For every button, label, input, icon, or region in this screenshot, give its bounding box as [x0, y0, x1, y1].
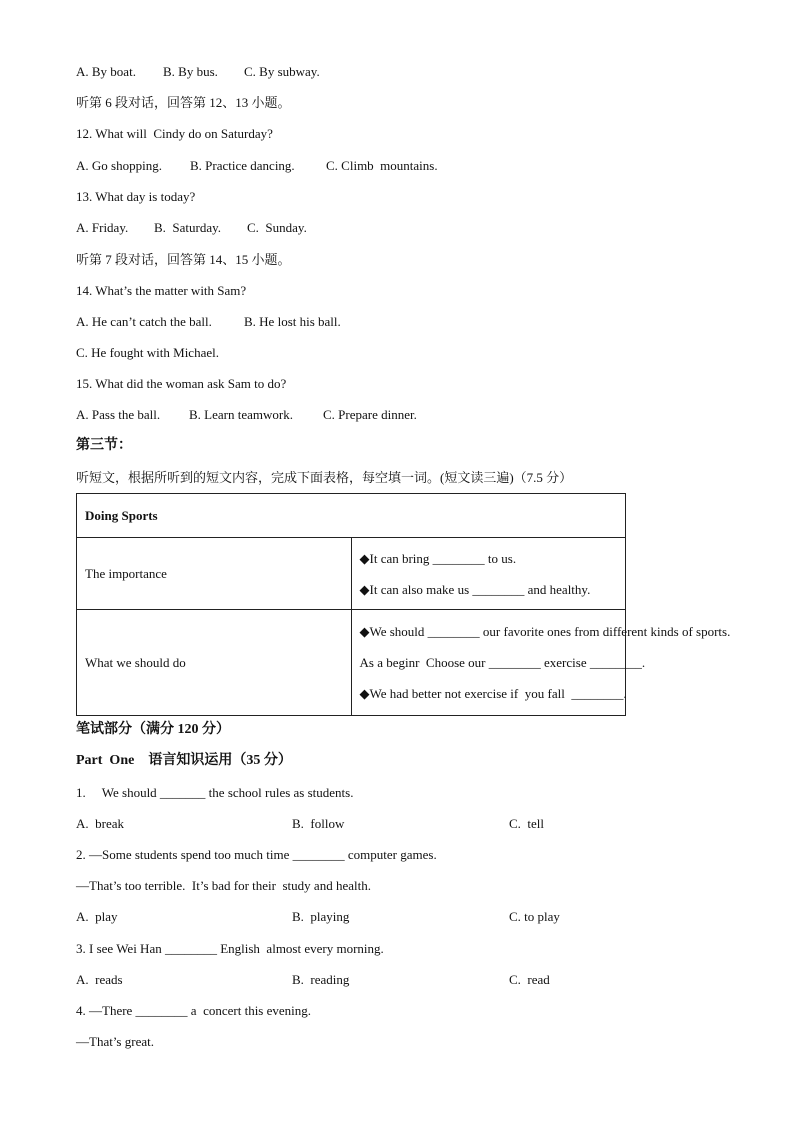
- section-3-instruction: 听短文，根据所听到的短文内容，完成下面表格，每空填一词。(短文读三遍)（7.5 分）: [76, 470, 573, 485]
- table-item: ◆We had better not exercise if you fall ________.: [359, 686, 627, 701]
- table-item: ◆We should ________ our favorite ones from different kinds of sports.: [359, 624, 731, 639]
- q11-option-a: A. By boat.: [76, 64, 136, 79]
- question-15: 15. What did the woman ask Sam to do?: [76, 376, 287, 391]
- table-row-content: [351, 610, 731, 716]
- q13-option-a: A. Friday.: [76, 220, 129, 235]
- table-item: ◆It can bring ________ to us.: [359, 550, 517, 566]
- question-4: 4. —There ________ a concert this evening.: [76, 1003, 312, 1018]
- question-1: 1. We should _______ the school rules as students.: [76, 785, 354, 800]
- part-one-heading: Part One 语言知识运用（35 分）: [76, 753, 292, 768]
- q14-option-b: B. He lost his ball.: [244, 314, 341, 329]
- question-3: 3. I see Wei Han ________ English almost every morning.: [76, 941, 384, 956]
- q13-option-c: C. Sunday.: [247, 220, 307, 235]
- question-2-reply: —That’s too terrible. It’s bad for their study and health.: [76, 878, 371, 893]
- question-12: 12. What will Cindy do on Saturday?: [76, 126, 273, 141]
- q12-option-b: B. Practice dancing.: [190, 158, 295, 173]
- table-item: ◆It can also make us ________ and healthy.: [359, 581, 591, 597]
- q1-option-a: A. break: [76, 816, 125, 831]
- table-title: Doing Sports: [77, 494, 626, 538]
- q14-option-a: A. He can’t catch the ball.: [76, 314, 212, 329]
- q15-option-a: A. Pass the ball.: [76, 407, 161, 422]
- question-13: 13. What day is today?: [76, 189, 196, 204]
- q11-option-c: C. By subway.: [244, 64, 320, 79]
- q15-option-b: B. Learn teamwork.: [189, 407, 293, 422]
- q11-option-b: B. By bus.: [163, 64, 218, 79]
- written-section-heading: 笔试部分（满分 120 分）: [76, 722, 230, 737]
- q1-option-c: C. tell: [509, 816, 545, 831]
- table-row-label: The importance: [77, 538, 352, 610]
- q2-option-c: C. to play: [509, 909, 560, 924]
- question-14: 14. What’s the matter with Sam?: [76, 283, 247, 298]
- section-3-heading: 第三节：: [76, 438, 132, 453]
- dialogue-6-instruction: 听第 6 段对话，回答第 12、13 小题。: [76, 95, 291, 110]
- q12-option-c: C. Climb mountains.: [326, 158, 438, 173]
- q1-option-b: B. follow: [292, 816, 345, 831]
- q13-option-b: B. Saturday.: [154, 220, 222, 235]
- q15-option-c: C. Prepare dinner.: [323, 407, 417, 422]
- q3-option-c: C. read: [509, 972, 550, 987]
- question-2: 2. —Some students spend too much time ________ computer games.: [76, 847, 437, 862]
- table-item: As a beginr Choose our ________ exercise ________.: [359, 655, 646, 670]
- doing-sports-table: [76, 493, 731, 716]
- q3-option-b: B. reading: [292, 972, 350, 987]
- q3-option-a: A. reads: [76, 972, 123, 987]
- q12-option-a: A. Go shopping.: [76, 158, 162, 173]
- table-row-label: What we should do: [77, 610, 352, 716]
- table-row-content: [351, 538, 626, 610]
- question-4-reply: —That’s great.: [76, 1034, 154, 1049]
- dialogue-7-instruction: 听第 7 段对话，回答第 14、15 小题。: [76, 252, 291, 267]
- q2-option-a: A. play: [76, 909, 118, 924]
- q14-option-c: C. He fought with Michael.: [76, 345, 219, 360]
- q2-option-b: B. playing: [292, 909, 350, 924]
